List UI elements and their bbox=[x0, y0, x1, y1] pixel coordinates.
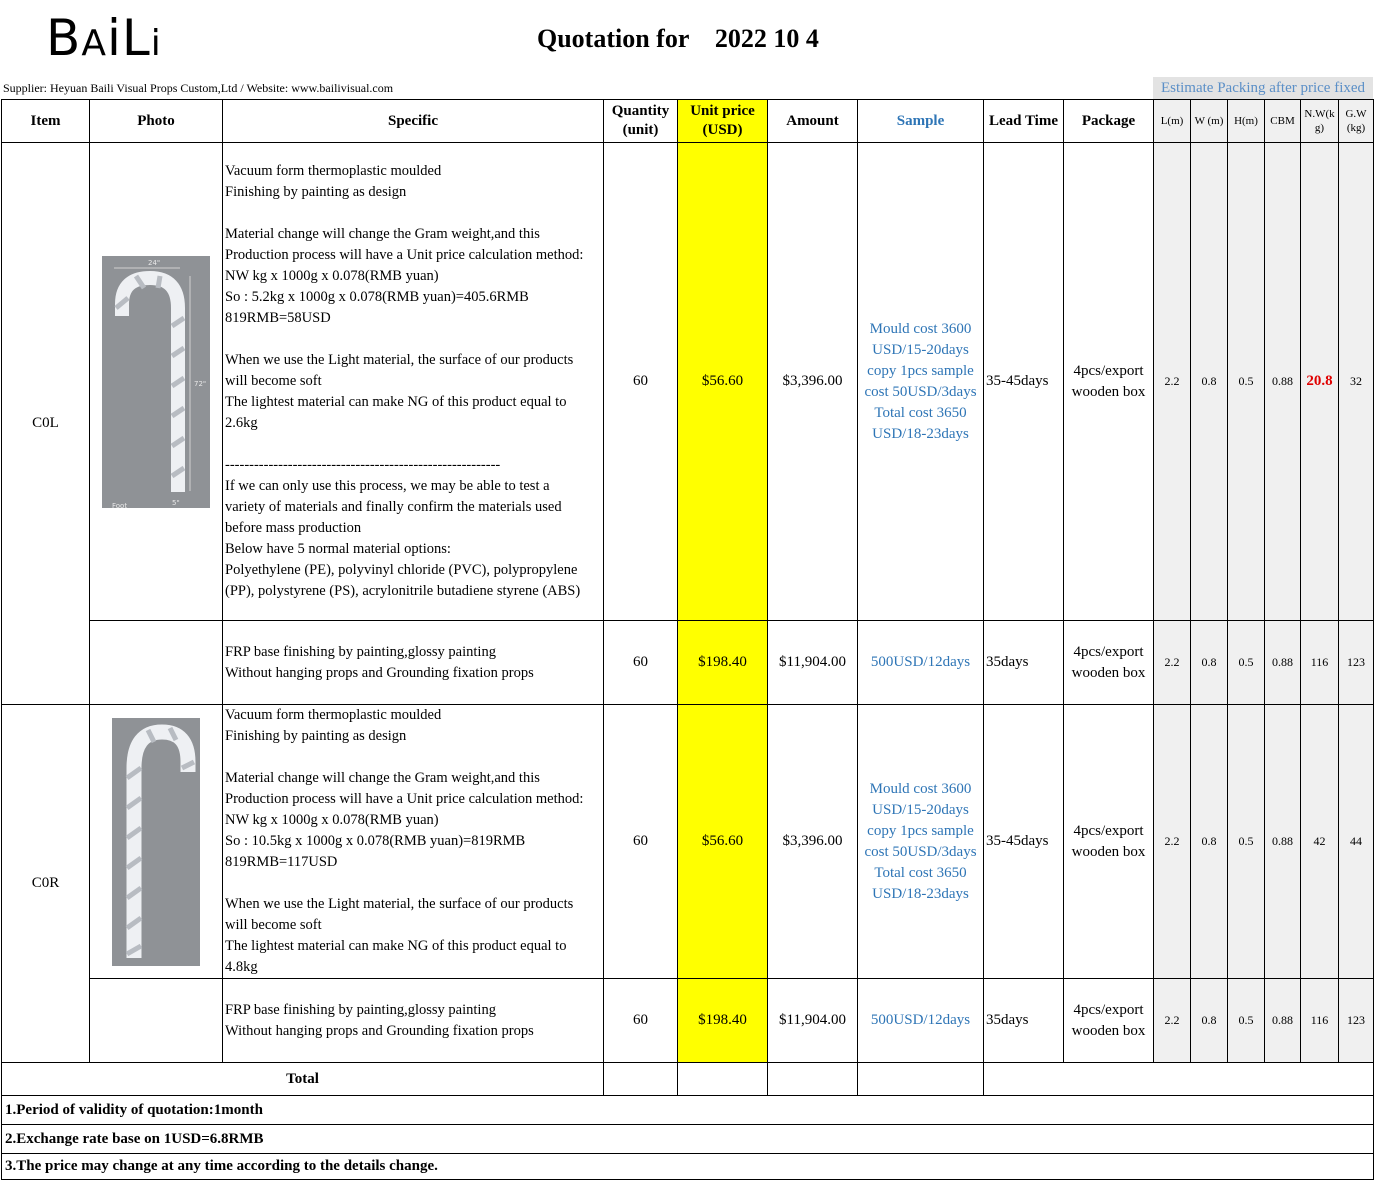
photo-height-label: 72" bbox=[194, 379, 207, 388]
text-line: will become soft bbox=[225, 917, 322, 933]
amount-cell: $3,396.00 bbox=[768, 143, 858, 621]
text-line: USD/15-20days bbox=[872, 801, 969, 818]
note-price-change: 3.The price may change at any time according to the details change. bbox=[2, 1154, 1374, 1180]
baili-logo: BAiLi bbox=[46, 9, 162, 67]
amount-cell: $11,904.00 bbox=[768, 621, 858, 705]
photo-width-label: 24" bbox=[148, 258, 161, 267]
text-line: before mass production bbox=[225, 520, 362, 536]
col-unit-price-line1: Unit price bbox=[690, 103, 755, 119]
text-line: 4pcs/export bbox=[1073, 822, 1144, 839]
package-cell bbox=[1064, 143, 1154, 621]
width-cell: 0.8 bbox=[1191, 143, 1228, 621]
item-code: C0R bbox=[2, 705, 90, 1063]
spec-lines bbox=[225, 161, 601, 602]
text-line: wooden box bbox=[1071, 383, 1146, 400]
col-width: W (m) bbox=[1191, 100, 1228, 143]
gross-weight-cell: 32 bbox=[1339, 143, 1374, 621]
text-line: 4pcs/export bbox=[1073, 1001, 1144, 1018]
product-photo bbox=[90, 705, 223, 979]
total-unit-price bbox=[678, 1063, 768, 1096]
col-quantity-line1: Quantity bbox=[611, 103, 670, 119]
text-line: 2.6kg bbox=[225, 415, 258, 431]
gross-weight-cell: 123 bbox=[1339, 621, 1374, 705]
spec-cell bbox=[223, 143, 604, 621]
text-line bbox=[225, 747, 601, 768]
total-amount bbox=[768, 1063, 858, 1096]
col-quantity bbox=[604, 100, 678, 143]
spec-lines bbox=[225, 1000, 601, 1042]
net-weight-cell: 116 bbox=[1301, 621, 1339, 705]
text-line: The lightest material can make NG of this product equal to bbox=[225, 394, 567, 410]
text-line: FRP base finishing by painting,glossy painting bbox=[225, 1001, 496, 1018]
col-amount: Amount bbox=[768, 100, 858, 143]
text-line: If we can only use this process, we may be able to test a bbox=[225, 478, 550, 494]
text-line: USD/18-23days bbox=[872, 885, 969, 902]
text-line: So : 10.5kg x 1000g x 0.078(RMB yuan)=819RMB bbox=[225, 833, 526, 849]
amount-cell: $11,904.00 bbox=[768, 979, 858, 1063]
text-line: USD/18-23days bbox=[872, 425, 969, 442]
text-line: 500USD/12days bbox=[870, 654, 971, 670]
item-code: C0L bbox=[2, 143, 90, 705]
text-line bbox=[225, 873, 601, 894]
package-lines bbox=[1066, 361, 1151, 403]
candy-cane-left-image bbox=[102, 256, 210, 508]
net-weight-cell: 116 bbox=[1301, 979, 1339, 1063]
col-quantity-line2: (unit) bbox=[622, 122, 659, 138]
net-weight-cell: 20.8 bbox=[1301, 143, 1339, 621]
quotation-table bbox=[1, 99, 1374, 1180]
product-photo-empty bbox=[90, 979, 223, 1063]
col-unit-price-line2: (USD) bbox=[702, 122, 743, 138]
text-line: Vacuum form thermoplastic moulded bbox=[225, 707, 442, 723]
text-line: will become soft bbox=[225, 373, 322, 389]
table-header-row bbox=[2, 100, 1374, 143]
total-quantity bbox=[604, 1063, 678, 1096]
text-line: --------------------------------------------------------- bbox=[225, 457, 501, 473]
table-row bbox=[2, 143, 1374, 621]
col-lead-time: Lead Time bbox=[984, 100, 1064, 143]
text-line: Vacuum form thermoplastic moulded bbox=[225, 163, 442, 179]
text-line: Production process will have a Unit price calculation method: bbox=[225, 247, 584, 263]
product-photo-empty bbox=[90, 621, 223, 705]
text-line: Polyethylene (PE), polyvinyl chloride (PVC), polypropylene bbox=[225, 562, 578, 578]
sample-lines bbox=[860, 779, 981, 905]
gross-weight-cell: 44 bbox=[1339, 705, 1374, 979]
text-line: Material change will change the Gram weight,and this bbox=[225, 770, 540, 786]
text-line: 819RMB=117USD bbox=[225, 854, 338, 870]
quantity-cell: 60 bbox=[604, 979, 678, 1063]
col-photo: Photo bbox=[90, 100, 223, 143]
sample-lines bbox=[860, 319, 981, 445]
quantity-cell: 60 bbox=[604, 621, 678, 705]
col-height: H(m) bbox=[1228, 100, 1265, 143]
text-line: Production process will have a Unit price calculation method: bbox=[225, 791, 584, 807]
net-weight-cell: 42 bbox=[1301, 705, 1339, 979]
spec-lines bbox=[225, 642, 601, 684]
page-title: Quotation for 2022 10 4 bbox=[537, 24, 819, 53]
text-line: (PP), polystyrene (PS), acrylonitrile butadiene styrene (ABS) bbox=[225, 583, 581, 599]
sample-cell bbox=[858, 621, 984, 705]
lead-time-cell: 35-45days bbox=[984, 143, 1064, 621]
text-line: 819RMB=58USD bbox=[225, 310, 331, 326]
text-line: NW kg x 1000g x 0.078(RMB yuan) bbox=[225, 812, 439, 828]
quantity-cell: 60 bbox=[604, 143, 678, 621]
unit-price-cell: $56.60 bbox=[678, 705, 768, 979]
width-cell: 0.8 bbox=[1191, 705, 1228, 979]
col-sample: Sample bbox=[858, 100, 984, 143]
text-line: Finishing by painting as design bbox=[225, 728, 407, 744]
note-exchange-rate: 2.Exchange rate base on 1USD=6.8RMB bbox=[2, 1125, 1374, 1154]
text-line: wooden box bbox=[1071, 843, 1146, 860]
height-cell: 0.5 bbox=[1228, 143, 1265, 621]
spec-lines bbox=[225, 705, 601, 978]
text-line: USD/15-20days bbox=[872, 341, 969, 358]
package-lines bbox=[1066, 821, 1151, 863]
length-cell: 2.2 bbox=[1154, 621, 1191, 705]
length-cell: 2.2 bbox=[1154, 143, 1191, 621]
height-cell: 0.5 bbox=[1228, 705, 1265, 979]
estimate-packing-note: Estimate Packing after price fixed bbox=[1153, 77, 1373, 99]
width-cell: 0.8 bbox=[1191, 979, 1228, 1063]
table-row bbox=[2, 979, 1374, 1063]
sample-cell bbox=[858, 705, 984, 979]
text-line: wooden box bbox=[1071, 1022, 1146, 1039]
col-gross-weight: G.W(kg) bbox=[1339, 100, 1374, 143]
note-validity: 1.Period of validity of quotation:1month bbox=[2, 1096, 1374, 1125]
text-line: Mould cost 3600 bbox=[869, 320, 972, 337]
text-line: Below have 5 normal material options: bbox=[225, 541, 451, 557]
product-photo bbox=[90, 143, 223, 621]
text-line bbox=[225, 203, 601, 224]
lead-time-cell: 35days bbox=[984, 979, 1064, 1063]
total-row bbox=[2, 1063, 1374, 1096]
photo-base-label: 5" bbox=[172, 498, 180, 507]
spec-cell bbox=[223, 979, 604, 1063]
col-cbm: CBM bbox=[1265, 100, 1301, 143]
package-cell bbox=[1064, 979, 1154, 1063]
text-line bbox=[225, 329, 601, 350]
width-cell: 0.8 bbox=[1191, 621, 1228, 705]
unit-price-cell: $198.40 bbox=[678, 979, 768, 1063]
table-row bbox=[2, 621, 1374, 705]
lead-time-cell: 35-45days bbox=[984, 705, 1064, 979]
text-line: Mould cost 3600 bbox=[869, 780, 972, 797]
table-row bbox=[2, 705, 1374, 979]
text-line: cost 50USD/3days bbox=[864, 383, 977, 400]
height-cell: 0.5 bbox=[1228, 621, 1265, 705]
text-line bbox=[225, 434, 601, 455]
text-line: 4.8kg bbox=[225, 959, 258, 975]
total-blank bbox=[984, 1063, 1374, 1096]
lead-time-cell: 35days bbox=[984, 621, 1064, 705]
package-cell bbox=[1064, 621, 1154, 705]
text-line: copy 1pcs sample bbox=[867, 822, 974, 839]
sample-lines bbox=[860, 1010, 981, 1031]
text-line: variety of materials and finally confirm the materials used bbox=[225, 499, 562, 515]
unit-price-cell: $198.40 bbox=[678, 621, 768, 705]
package-lines bbox=[1066, 642, 1151, 684]
col-package: Package bbox=[1064, 100, 1154, 143]
text-line: 500USD/12days bbox=[870, 1012, 971, 1028]
text-line: NW kg x 1000g x 0.078(RMB yuan) bbox=[225, 268, 439, 284]
sample-cell bbox=[858, 979, 984, 1063]
text-line: 4pcs/export bbox=[1073, 643, 1144, 660]
height-cell: 0.5 bbox=[1228, 979, 1265, 1063]
spec-cell bbox=[223, 621, 604, 705]
cbm-cell: 0.88 bbox=[1265, 621, 1301, 705]
gross-weight-cell: 123 bbox=[1339, 979, 1374, 1063]
text-line: Total cost 3650 bbox=[874, 864, 967, 881]
length-cell: 2.2 bbox=[1154, 979, 1191, 1063]
text-line: 4pcs/export bbox=[1073, 362, 1144, 379]
col-length: L(m) bbox=[1154, 100, 1191, 143]
text-line: When we use the Light material, the surface of our products bbox=[225, 352, 574, 368]
cbm-cell: 0.88 bbox=[1265, 705, 1301, 979]
text-line: The lightest material can make NG of this product equal to bbox=[225, 938, 567, 954]
text-line: cost 50USD/3days bbox=[864, 843, 977, 860]
unit-price-cell: $56.60 bbox=[678, 143, 768, 621]
text-line: When we use the Light material, the surface of our products bbox=[225, 896, 574, 912]
cbm-cell: 0.88 bbox=[1265, 143, 1301, 621]
quantity-cell: 60 bbox=[604, 705, 678, 979]
text-line: Without hanging props and Grounding fixation props bbox=[225, 664, 534, 681]
col-item: Item bbox=[2, 100, 90, 143]
text-line: FRP base finishing by painting,glossy painting bbox=[225, 643, 496, 660]
text-line: wooden box bbox=[1071, 664, 1146, 681]
package-lines bbox=[1066, 1000, 1151, 1042]
supplier-info: Supplier: Heyuan Baili Visual Props Custom,Ltd / Website: www.bailivisual.com bbox=[3, 81, 394, 95]
cbm-cell: 0.88 bbox=[1265, 979, 1301, 1063]
sample-lines bbox=[860, 652, 981, 673]
text-line: So : 5.2kg x 1000g x 0.078(RMB yuan)=405.6RMB bbox=[225, 289, 529, 305]
text-line: Finishing by painting as design bbox=[225, 184, 407, 200]
text-line: Without hanging props and Grounding fixation props bbox=[225, 1022, 534, 1039]
photo-foot-label: Foot bbox=[112, 501, 128, 508]
note-row bbox=[2, 1154, 1374, 1180]
package-cell bbox=[1064, 705, 1154, 979]
amount-cell: $3,396.00 bbox=[768, 705, 858, 979]
total-label: Total bbox=[2, 1063, 604, 1096]
spec-cell bbox=[223, 705, 604, 979]
note-row bbox=[2, 1096, 1374, 1125]
col-specific: Specific bbox=[223, 100, 604, 143]
col-net-weight: N.W(kg) bbox=[1301, 100, 1339, 143]
text-line: copy 1pcs sample bbox=[867, 362, 974, 379]
text-line: Material change will change the Gram weight,and this bbox=[225, 226, 540, 242]
length-cell: 2.2 bbox=[1154, 705, 1191, 979]
col-unit-price bbox=[678, 100, 768, 143]
note-row bbox=[2, 1125, 1374, 1154]
candy-cane-right-image bbox=[112, 718, 200, 966]
total-sample bbox=[858, 1063, 984, 1096]
sample-cell bbox=[858, 143, 984, 621]
text-line: Total cost 3650 bbox=[874, 404, 967, 421]
